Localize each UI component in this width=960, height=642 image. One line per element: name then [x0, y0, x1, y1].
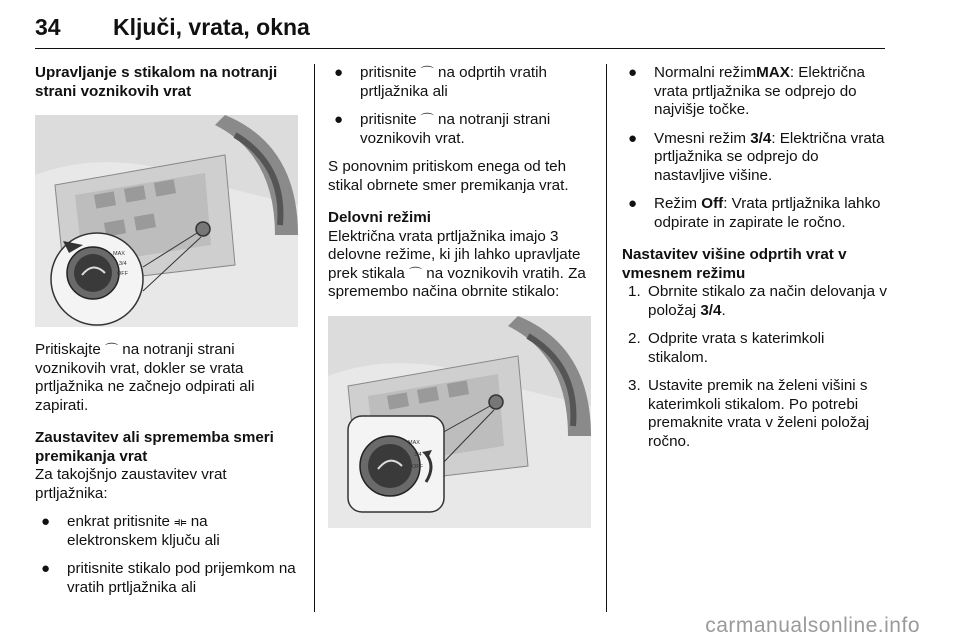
section-heading: Delovni režimi: [328, 209, 431, 226]
numbered-step: 2. Odprite vrata s katerimkoli stikalom.: [628, 330, 825, 366]
mode-label-mid: 3/4: [414, 451, 422, 458]
paragraph: Električna vrata prtljažnika imajo 3 delovne režime, ki jih lahko upravljate prek stikala ⌒ na voznikovih vratih. Za spremembo načina obrnite stikalo:: [328, 227, 586, 300]
bullet-icon: ●: [628, 64, 638, 81]
door-switch-illustration: [35, 115, 298, 327]
mode-label-max: MAX: [113, 251, 125, 257]
section-heading: Nastavitev višine odprtih vrat v vmesnem režimu: [622, 246, 847, 282]
bullet-icon: ●: [628, 129, 638, 147]
column-divider: [606, 64, 607, 612]
list-item: ● pritisnite stikalo pod prijemkom na vratih prtljažnika ali: [41, 560, 296, 596]
header-rule: [35, 48, 885, 49]
paragraph: S ponovnim pritiskom enega od teh stikal obrnete smer premikanja vrat.: [328, 158, 569, 194]
paragraph: Za takojšnjo zaustavitev vrat prtljažnika:: [35, 466, 227, 502]
tailgate-icon: ⌒: [420, 112, 434, 127]
tailgate-icon: ⌒: [105, 342, 119, 357]
mode-label-max: MAX: [408, 439, 420, 446]
list-item: ● pritisnite ⌒ na odprtih vratih prtljažnika ali: [334, 64, 547, 100]
paragraph: Pritiskajte ⌒ na notranji strani voznikovih vrat, dokler se vrata prtljažnika ne začnejo odpirati ali zapirati.: [35, 341, 255, 414]
tailgate-icon: ⌒: [420, 65, 434, 80]
page-header: [35, 8, 885, 48]
list-item: ● Normalni režimMAX: Električna vrata prtljažnika se odprejo do najvišje točke.: [628, 64, 865, 118]
bullet-icon: ●: [628, 195, 638, 212]
bullet-icon: ●: [334, 111, 344, 128]
mode-label-off: OFF: [117, 271, 128, 277]
bullet-icon: ●: [334, 64, 344, 81]
page-number: 34: [35, 14, 61, 40]
column-divider: [314, 64, 315, 612]
key-tailgate-icon: ⟚: [174, 514, 187, 529]
mode-switch-illustration: [328, 316, 591, 528]
list-item: ● pritisnite ⌒ na notranji strani voznikovih vrat.: [334, 111, 551, 147]
list-item: ● Vmesni režim 3/4: Električna vrata prtljažnika se odprejo do nastavljive višine.: [628, 129, 885, 184]
mode-label-mid: 3/4: [119, 261, 127, 267]
bullet-icon: ●: [41, 513, 51, 530]
column-middle: [328, 64, 596, 528]
section-heading: Zaustavitev ali sprememba smeri premikanja vrat: [35, 429, 274, 465]
watermark: carmanualsonline.info: [705, 614, 920, 637]
chapter-title: Ključi, vrata, okna: [113, 14, 310, 40]
tailgate-icon: ⌒: [409, 265, 423, 281]
column-left: [35, 64, 300, 597]
numbered-step: 3. Ustavite premik na želeni višini s katerimkoli stikalom. Po potrebi premaknite vrata v želeni položaj ročno.: [628, 377, 870, 450]
column-right: [622, 64, 888, 451]
list-item: ● enkrat pritisnite ⟚ na elektronskem ključu ali: [41, 513, 220, 549]
bullet-icon: ●: [41, 560, 51, 577]
numbered-step: 1. Obrnite stikalo za način delovanja v položaj 3/4.: [628, 283, 887, 319]
list-item: ● Režim Off: Vrata prtljažnika lahko odpirate in zapirate le ročno.: [628, 195, 881, 231]
mode-label-off: OFF: [412, 463, 423, 470]
section-heading: Upravljanje s stikalom na notranji strani voznikovih vrat: [35, 64, 278, 100]
